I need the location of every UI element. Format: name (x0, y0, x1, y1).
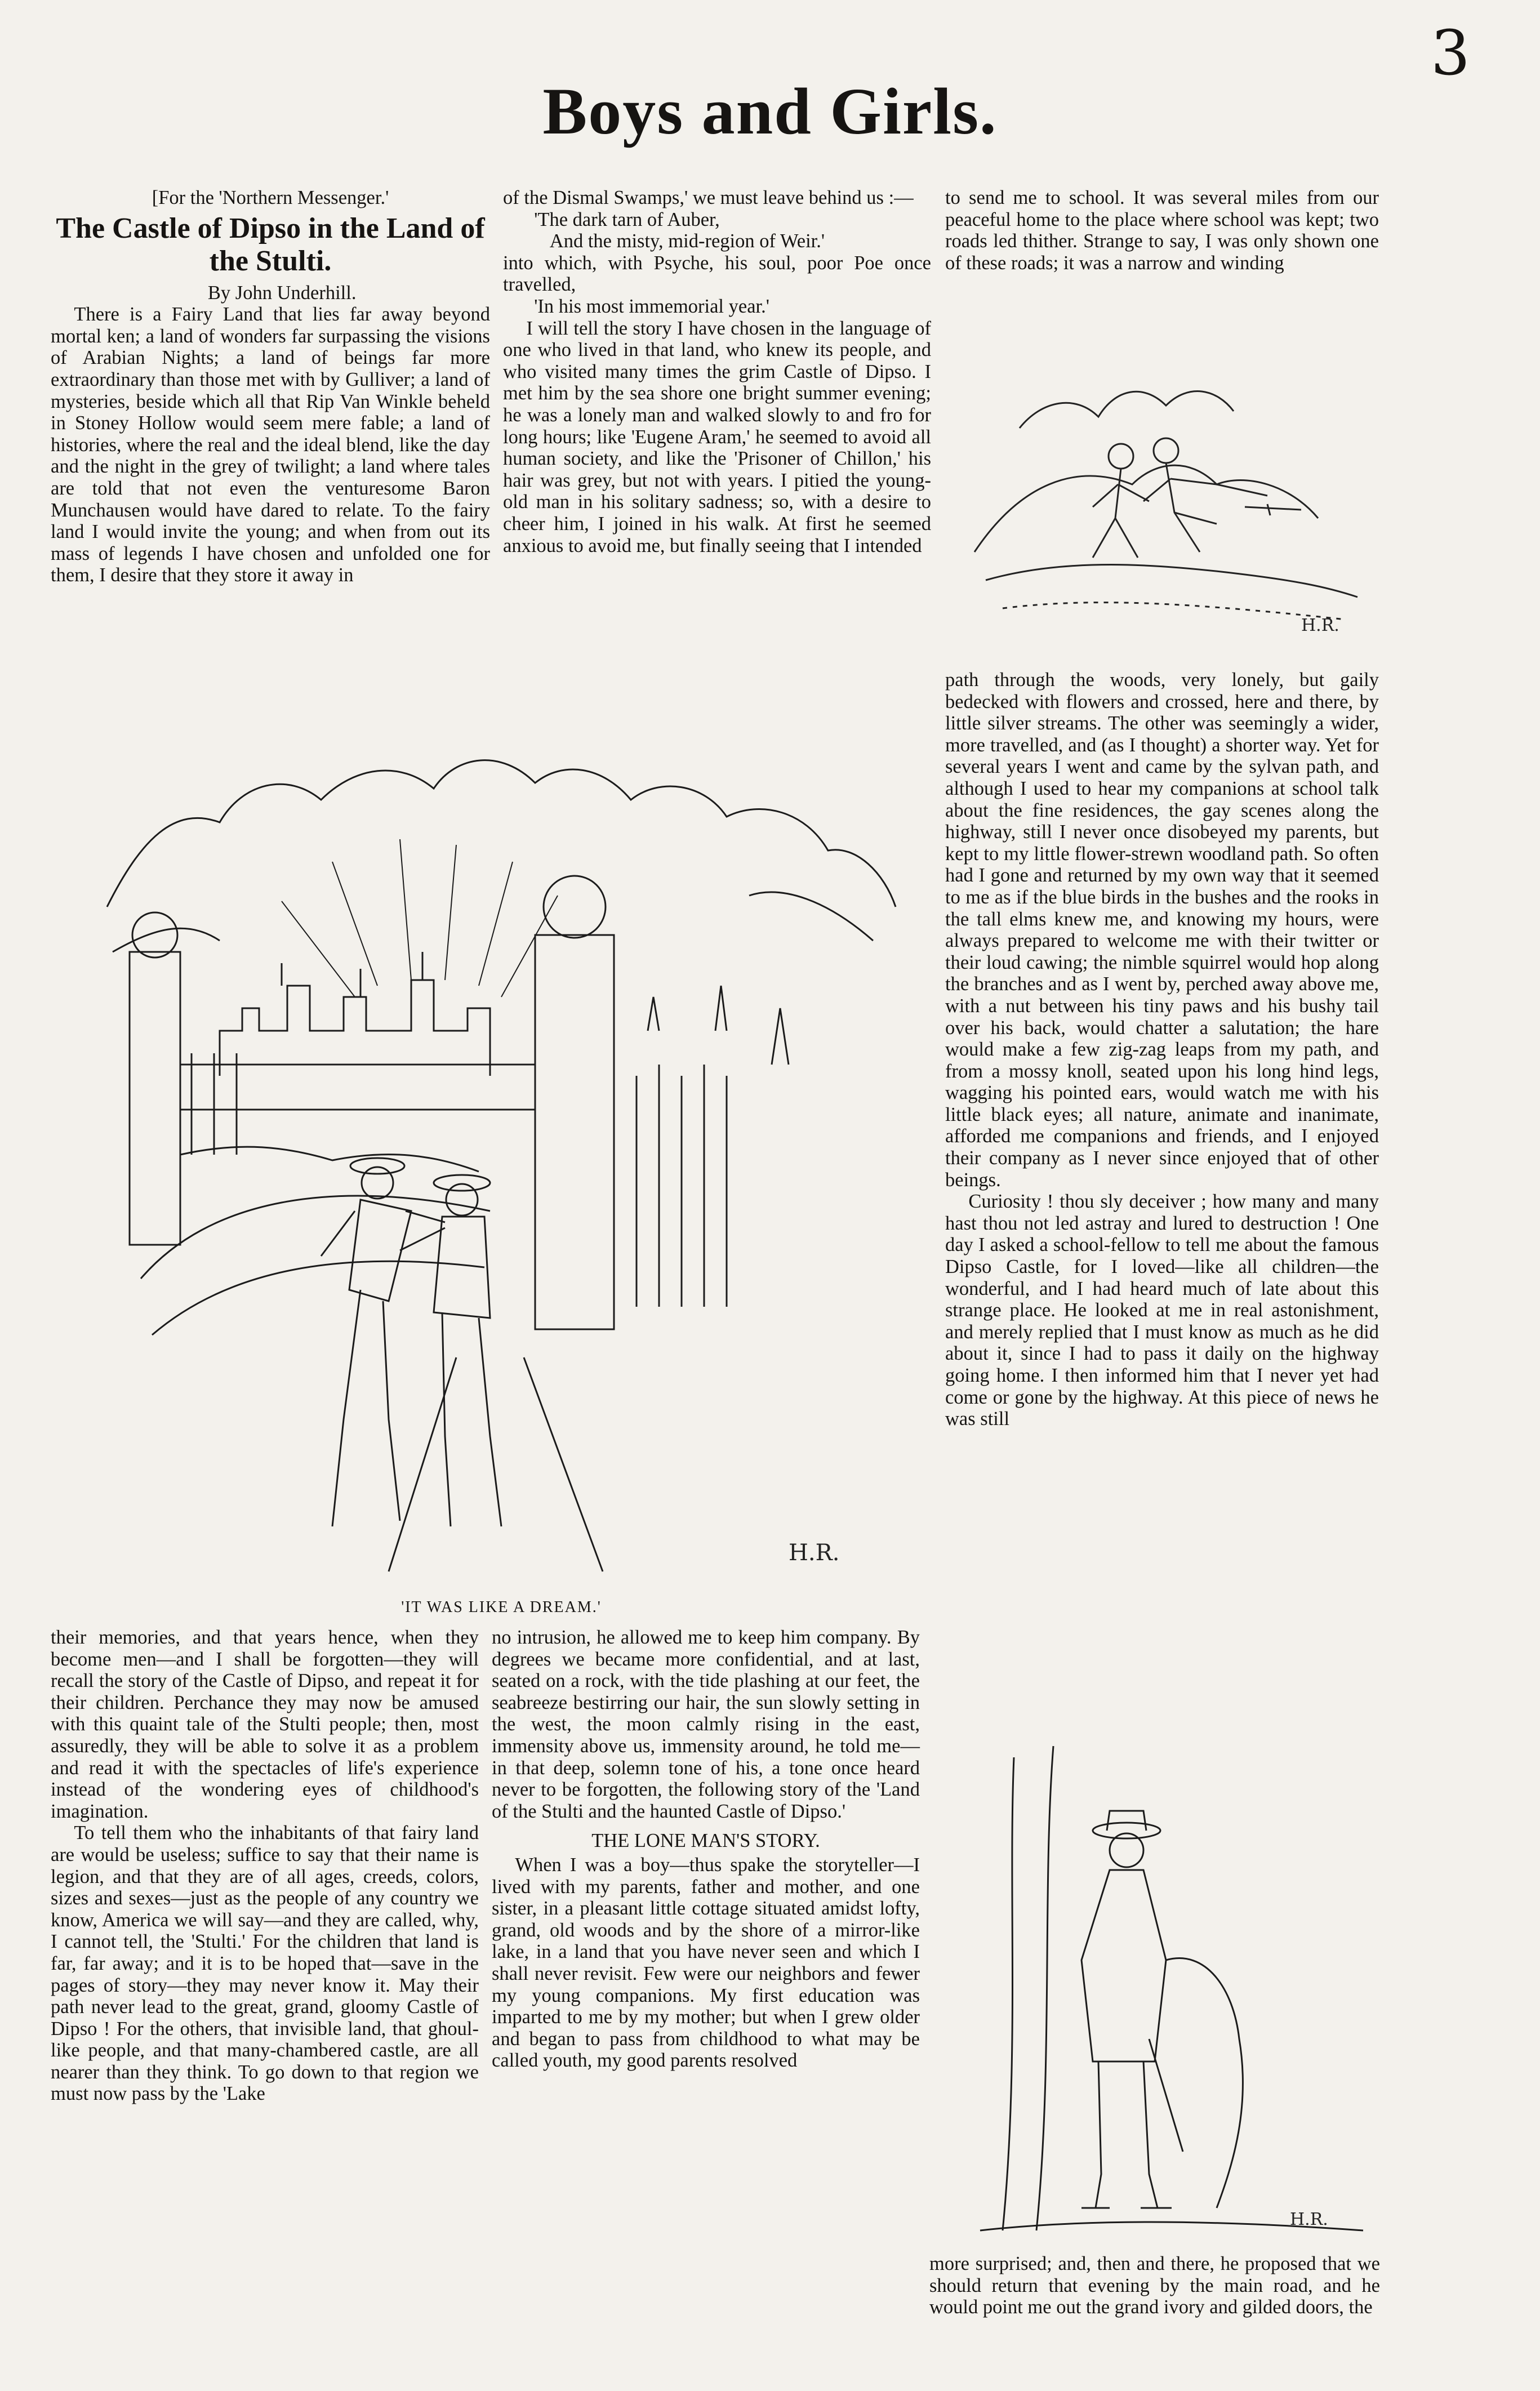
paragraph: When I was a boy—thus spake the storyteller—I lived with my parents, father and mother, and one sister, in a pleasant little cottage situated amidst lofty, grand, old woods and by the shore of a mirror-like lake, in a land that you have never seen and which I shall never revisit. Few were our neighbors and fewer my young companions. My first education was imparted to me by my mother; but when I grew older and began to pass from childhood to what may be called youth, my good parents resolved (492, 1854, 920, 2072)
illustration-castle-gate (96, 715, 907, 1588)
column-3-top (945, 187, 1379, 274)
poem-line: 'In his most immemorial year.' (534, 295, 769, 317)
paragraph: their memories, and that years hence, when they become men—and I shall be forgotten—they will recall the story of the Castle of Dipso, and repeat it for their children. Perchance they may now be amused with this quaint tale of the Stulti people; then, most assuredly, they will be able to solve it as a problem and read it with the spectacles of life's experience instead of the wondering eyes of childhood's imagination. (51, 1627, 479, 1822)
column-1-bottom (51, 1627, 479, 2105)
page-number: 3 (1431, 17, 1470, 89)
source-note: [For the 'Northern Messenger.' (152, 187, 389, 208)
article-title: The Castle of Dipso in the Land of the Stulti. (56, 212, 485, 277)
paragraph: no intrusion, he allowed me to keep him company. By degrees we became more confidential, and at last, seated on a rock, with the tide plashing at our feet, the seabreeze bestirring our hair, the sun slowly setting in the west, the moon calmly rising in the east, immensity above us, immensity around, he told me—in that deep, solemn tone of his, a tone once heard never to be forgotten, the following story of the 'Land of the Stulti and the haunted Castle of Dipso.' (492, 1627, 920, 1822)
section-heading: THE LONE MAN'S STORY. (591, 1830, 820, 1852)
paragraph: To tell them who the inhabitants of that fairy land are would be useless; suffice to say that their name is legion, and that they are of all ages, creeds, colors, sizes and sexes—just as the people of any country we know, America we will say—and they are called, why, I cannot tell, the 'Stulti.' For the children that land is far, far away; and it is to be hoped that—save in the pages of story—they may never know it. May their path never lead to the great, grand, gloomy Castle of Dipso ! For the others, that invisible land, that ghoul-like people, and that many-chambered castle, are all nearer than they think. To go down to that region we must now pass by the 'Lake (51, 1822, 479, 2105)
column-3-bottom (929, 2253, 1380, 2318)
illustration-signature: H.R. (1301, 616, 1339, 635)
paragraph: path through the woods, very lonely, but gaily bedecked with flowers and crossed, here and there, by little silver streams. The other was seemingly a wider, more travelled, and (as I thought) a shorter way. Yet for several years I went and came by the sylvan path, and although I used to hear my companions at school talk about the fine residences, the gay scenes along the highway, still I never once disobeyed my parents, but kept to my little flower-strewn woodland path. So often had I gone and returned by my own way that it seemed to me as if the blue birds in the bushes and the rooks in the tall elms knew me, and knowing my hours, were always prepared to welcome me with their twitter or their loud cawing; the nimble squirrel would hop along the branches and as I went by, perched away above me, with a nut between his tiny paws and his bushy tail over his back, would chatter a salutation; the hare would make a few zig-zag leaps from my path, and from a mossy knoll, seated upon his long hind legs, wagging his pointed ears, would watch me with his little black eyes; all nature, animate and inanimate, afforded me companions and friends, and I enjoyed their company as I never since enjoyed that of other beings. (945, 669, 1379, 1191)
two-figures-drawing (952, 315, 1380, 653)
paragraph: There is a Fairy Land that lies far away beyond mortal ken; a land of wonders far surpassing the visions of Arabian Nights; a land of beings far more extraordinary than those met with by Gulliver; a land of mysteries, beside which all that Rip Van Winkle beheld in Stoney Hollow would seem mere fable; a land of histories, where the real and the ideal blend, like the day and the night in the grey of twilight; a land where tales are told that not even the venturesome Baron Munchausen would have dared to relate. To the fairy land I would invite the young; and when from out its mass of legends I have chosen and unfolded one for them, I desire that they store it away in (51, 304, 490, 586)
man-by-tree-drawing (969, 1724, 1374, 2259)
paragraph: I will tell the story I have chosen in the language of one who lived in that land, who knew its people, and who visited many times the grim Castle of Dipso. I met him by the sea shore one bright summer evening; he was a lonely man and walked slowly to and fro for long hours; like 'Eugene Aram,' he seemed to avoid all human society, and like the 'Prisoner of Chillon,' his hair was grey, but not with years. I pitied the young-old man in his solitary sadness; so, with a desire to cheer him, I joined in his walk. At first he seemed anxious to avoid me, but finally seeing that I intended (503, 317, 931, 556)
poem-line: And the misty, mid-region of Weir.' (549, 230, 825, 252)
masthead-title: Boys and Girls. (542, 74, 998, 148)
illustration-signature: H.R. (789, 1540, 840, 1566)
illustration-two-figures (952, 315, 1380, 653)
paragraph: of the Dismal Swamps,' we must leave behind us :— (503, 187, 914, 208)
illustration-signature: H.R. (1290, 2210, 1328, 2229)
column-3-middle (945, 669, 1379, 1430)
main-illustration-caption: 'IT WAS LIKE A DREAM.' (401, 1599, 602, 1616)
paragraph: more surprised; and, then and there, he proposed that we should return that evening by the main road, and he would point me out the grand ivory and gilded doors, the (929, 2253, 1380, 2318)
column-2-bottom (492, 1627, 920, 2072)
poem-line: 'The dark tarn of Auber, (534, 208, 720, 230)
paragraph: into which, with Psyche, his soul, poor Poe once travelled, (503, 252, 931, 296)
column-1-top (51, 187, 490, 586)
paragraph: to send me to school. It was several miles from our peaceful home to the place where school was kept; two roads led thither. Strange to say, I was only shown one of these roads; it was a narrow and winding (945, 187, 1379, 274)
column-2-top (503, 187, 931, 556)
castle-gate-drawing (96, 715, 907, 1588)
paragraph: Curiosity ! thou sly deceiver ; how many and many hast thou not led astray and lured to destruction ! One day I asked a school-fellow to tell me about the famous Dipso Castle, for I loved—like all children—the wonderful, and I had heard much of late about this strange place. He looked at me in real astonishment, and merely replied that I must know as much as he did about it, since I had to pass it daily on the highway going home. I then informed him that I never yet had come or gone by the highway. At this piece of news he was still (945, 1191, 1379, 1430)
illustration-man-by-tree (969, 1724, 1374, 2259)
article-byline: By John Underhill. (207, 282, 357, 304)
